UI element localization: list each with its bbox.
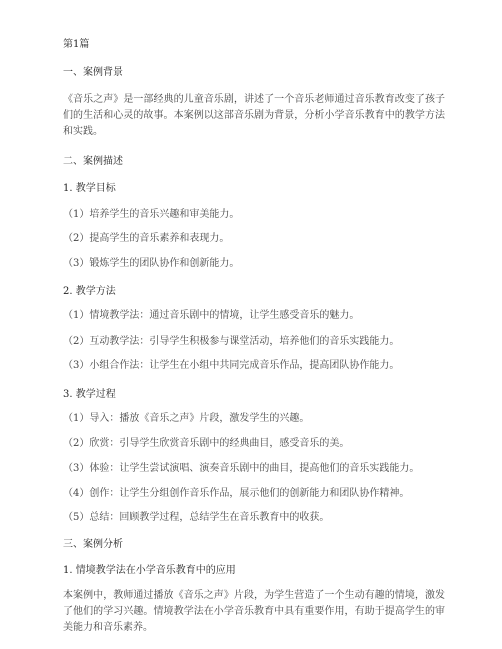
- list-item: （5）总结：回顾教学过程，总结学生在音乐教育中的收获。: [63, 512, 330, 523]
- section-heading-background: 一、案例背景: [63, 67, 123, 78]
- subheading-goals: 1. 教学目标: [63, 183, 116, 194]
- list-item: （3）体验：让学生尝试演唱、演奏音乐剧中的曲目，提高他们的音乐实践能力。: [63, 463, 420, 474]
- paragraph-background: 《音乐之声》是一部经典的儿童音乐剧，讲述了一个音乐老师通过音乐教育改变了孩子们的生活和心灵的故事。本案例以这部音乐剧为背景，分析小学音乐教育中的教学方法和实践。: [63, 94, 445, 137]
- list-item: （3）小组合作法：让学生在小组中共同完成音乐作品，提高团队协作能力。: [63, 360, 400, 371]
- list-item: （2）欣赏：引导学生欣赏音乐剧中的经典曲目，感受音乐的美。: [63, 438, 350, 449]
- subheading-process: 3. 教学过程: [63, 389, 116, 400]
- list-item: （1）培养学生的音乐兴趣和审美能力。: [63, 209, 240, 220]
- subheading-situational-teaching: 1. 情境教学法在小学音乐教育中的应用: [63, 565, 236, 576]
- paragraph-analysis: 本案例中，教师通过播放《音乐之声》片段，为学生营造了一个生动有趣的情境，激发了他们的学习兴趣。情境教学法在小学音乐教育中具有重要作用，有助于提高学生的审美能力和音乐素养。: [63, 590, 445, 633]
- list-item: （2）互动教学法：引导学生积极参与课堂活动，培养他们的音乐实践能力。: [63, 336, 400, 347]
- section-heading-description: 二、案例描述: [63, 156, 123, 167]
- subheading-methods: 2. 教学方法: [63, 286, 116, 297]
- list-item: （2）提高学生的音乐素养和表现力。: [63, 233, 230, 244]
- list-item: （4）创作：让学生分组创作音乐作品，展示他们的创新能力和团队协作精神。: [63, 488, 410, 499]
- section-heading-analysis: 三、案例分析: [63, 539, 123, 550]
- list-item: （1）情境教学法：通过音乐剧中的情境，让学生感受音乐的魅力。: [63, 310, 360, 321]
- page-label: 第1篇: [63, 39, 90, 50]
- list-item: （1）导入：播放《音乐之声》片段，激发学生的兴趣。: [63, 413, 310, 424]
- list-item: （3）锻炼学生的团队协作和创新能力。: [63, 258, 240, 269]
